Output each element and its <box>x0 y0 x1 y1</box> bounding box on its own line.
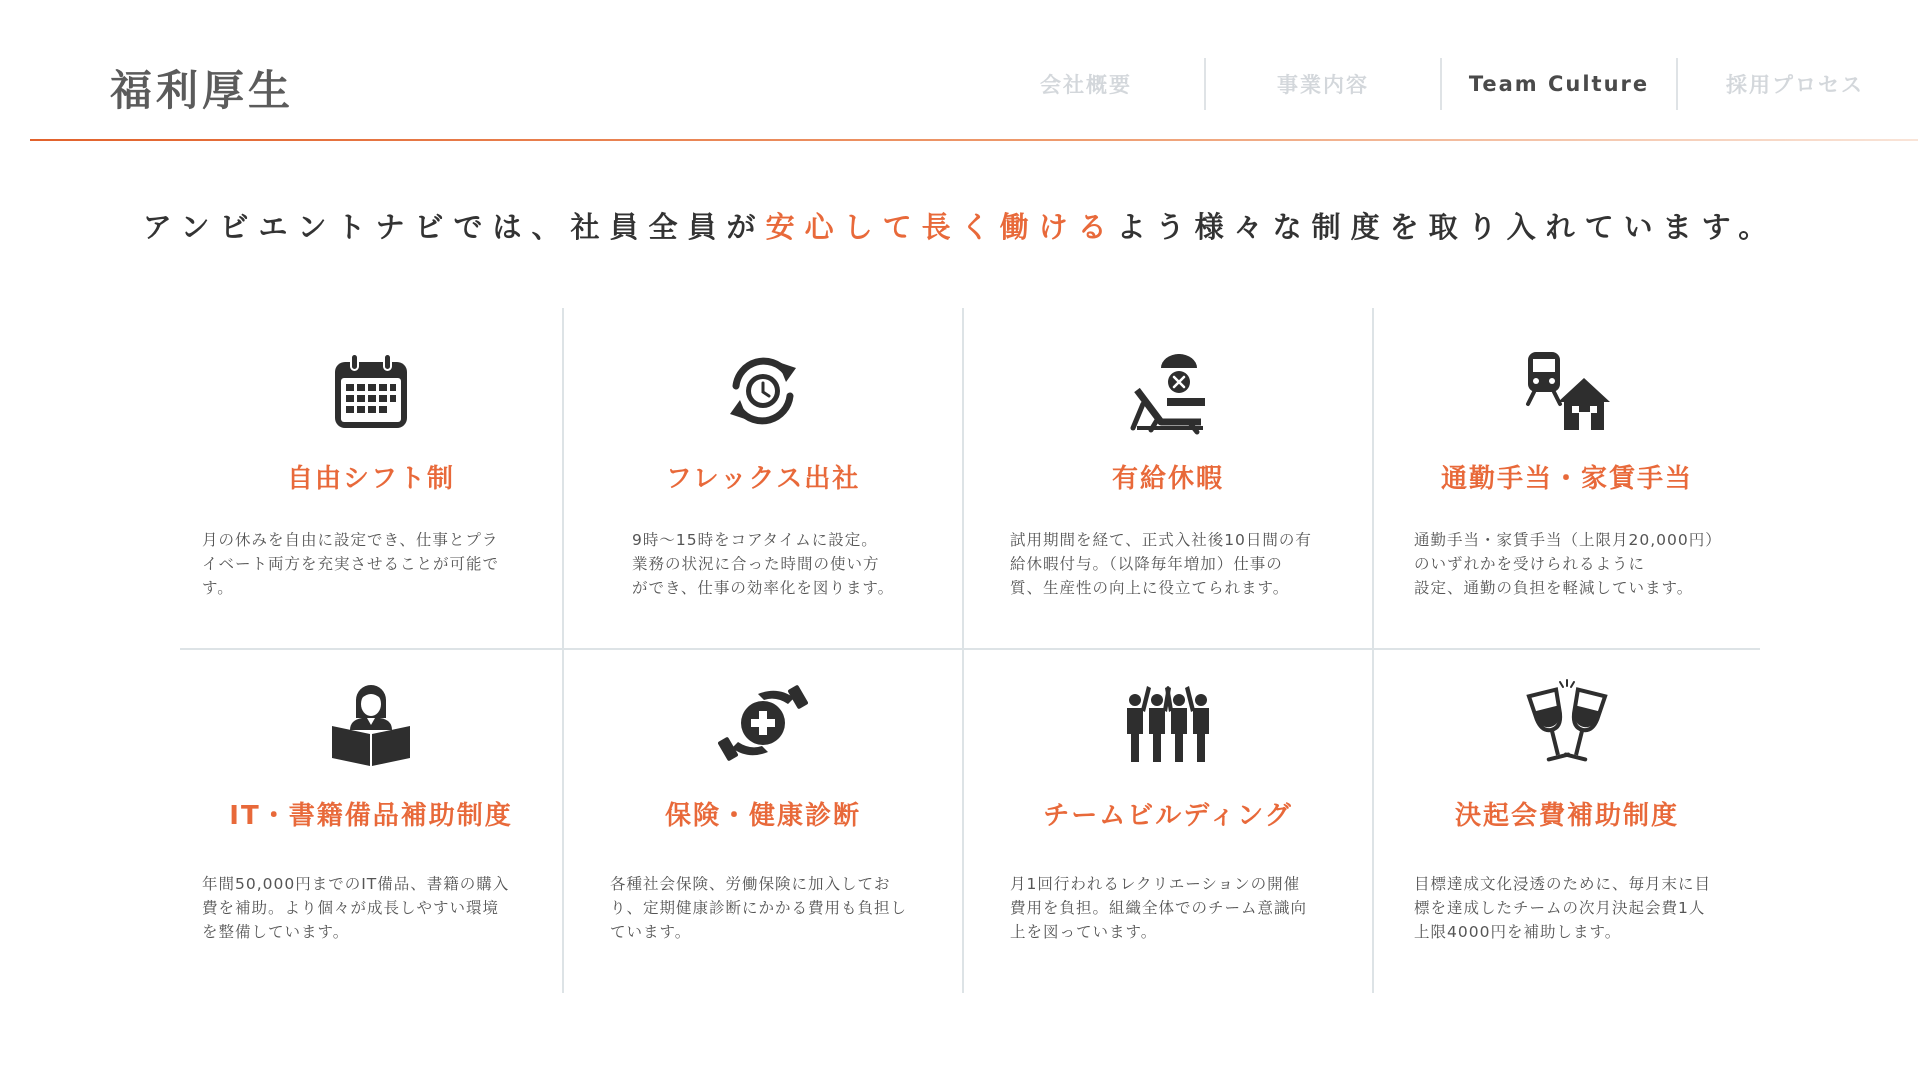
description-line: 試用期間を経て、正式入社後10日間の有 <box>1010 531 1312 549</box>
benefit-title: 保険・健康診断 <box>664 801 861 831</box>
header-divider <box>30 139 1918 141</box>
benefit-title: 自由シフト制 <box>286 464 455 494</box>
lead-text-before: アンビエントナビでは、社員全員が <box>142 210 766 244</box>
description-line: 設定、通勤の負担を軽減しています。 <box>1414 579 1694 597</box>
description-line: イベート両方を充実させることが可能で <box>202 555 500 573</box>
description-line: 年間50,000円までのIT備品、書籍の購入 <box>202 875 510 893</box>
description-line: 上限4000円を補助します。 <box>1414 923 1622 941</box>
description-line: 通勤手当・家賃手当（上限月20,000円） <box>1414 531 1722 549</box>
benefit-title: 決起会費補助制度 <box>1454 801 1679 831</box>
benefit-title: 通勤手当・家賃手当 <box>1440 464 1693 494</box>
benefit-card <box>564 650 962 993</box>
description-line: り、定期健康診断にかかる費用も負担し <box>610 899 908 917</box>
description-line: 業務の状況に合った時間の使い方 <box>632 555 880 573</box>
benefit-card <box>964 650 1372 993</box>
benefit-description <box>632 528 894 600</box>
description-line: 質、生産性の向上に役立てられます。 <box>1010 579 1290 597</box>
description-line: ています。 <box>610 923 692 941</box>
benefit-description <box>1414 872 1711 944</box>
description-line: ができ、仕事の効率化を図ります。 <box>632 579 895 597</box>
description-line: す。 <box>202 579 234 597</box>
description-line: 月の休みを自由に設定でき、仕事とプラ <box>202 531 499 549</box>
benefit-description <box>202 528 499 600</box>
lead-text-highlight: 安心して長く働ける <box>765 210 1117 244</box>
description-line: 費用を負担。組織全体でのチーム意識向 <box>1010 899 1308 917</box>
calendar-icon <box>326 346 416 436</box>
description-line: 標を達成したチームの次月決起会費1人 <box>1414 899 1706 917</box>
benefit-card <box>1374 308 1760 648</box>
benefit-card <box>1374 650 1760 993</box>
description-line: 目標達成文化浸透のために、毎月末に目 <box>1414 875 1712 893</box>
nav-item-business[interactable]: 事業内容 <box>1204 58 1440 110</box>
benefit-card <box>180 308 562 648</box>
description-line: 月1回行われるレクリエーションの開催 <box>1010 875 1301 893</box>
benefit-title: IT・書籍備品補助制度 <box>229 801 513 831</box>
benefit-description <box>1010 528 1312 600</box>
nav-item-team-culture[interactable]: Team Culture <box>1440 58 1676 110</box>
description-line: 給休暇付与。（以降毎年増加）仕事の <box>1010 555 1283 573</box>
benefit-card <box>564 308 962 648</box>
page-title: 福利厚生 <box>110 66 295 115</box>
benefit-card <box>180 650 562 993</box>
benefit-title: フレックス出社 <box>665 464 861 494</box>
nav-item-company-overview[interactable]: 会社概要 <box>1040 73 1132 97</box>
team-raised-hands-icon <box>1123 678 1213 768</box>
train-house-icon <box>1522 346 1612 436</box>
description-line: 上を図っています。 <box>1010 923 1158 941</box>
description-line: のいずれかを受けられるように <box>1414 555 1646 573</box>
benefit-description <box>202 872 509 944</box>
wine-toast-icon <box>1522 678 1612 768</box>
lead-sentence <box>0 205 1920 246</box>
beach-chair-icon <box>1123 346 1213 436</box>
hands-medical-icon <box>718 678 808 768</box>
lead-text-after: よう様々な制度を取り入れています。 <box>1116 210 1778 244</box>
nav-item-recruitment-process[interactable]: 採用プロセス <box>1676 58 1912 110</box>
description-line: 費を補助。より個々が成長しやすい環境 <box>202 899 500 917</box>
clock-cycle-icon <box>718 346 808 436</box>
benefit-description <box>1414 528 1722 600</box>
benefit-card <box>964 308 1372 648</box>
description-line: 9時〜15時をコアタイムに設定。 <box>632 531 878 549</box>
benefit-description <box>610 872 907 944</box>
description-line: 各種社会保険、労働保険に加入してお <box>610 875 891 893</box>
benefit-description <box>1010 872 1307 944</box>
section-nav <box>968 58 1912 110</box>
person-reading-icon <box>326 678 416 768</box>
benefits-grid <box>180 308 1760 993</box>
description-line: を整備しています。 <box>202 923 350 941</box>
benefit-title: 有給休暇 <box>1111 464 1224 494</box>
benefit-title: チームビルディング <box>1043 801 1293 831</box>
